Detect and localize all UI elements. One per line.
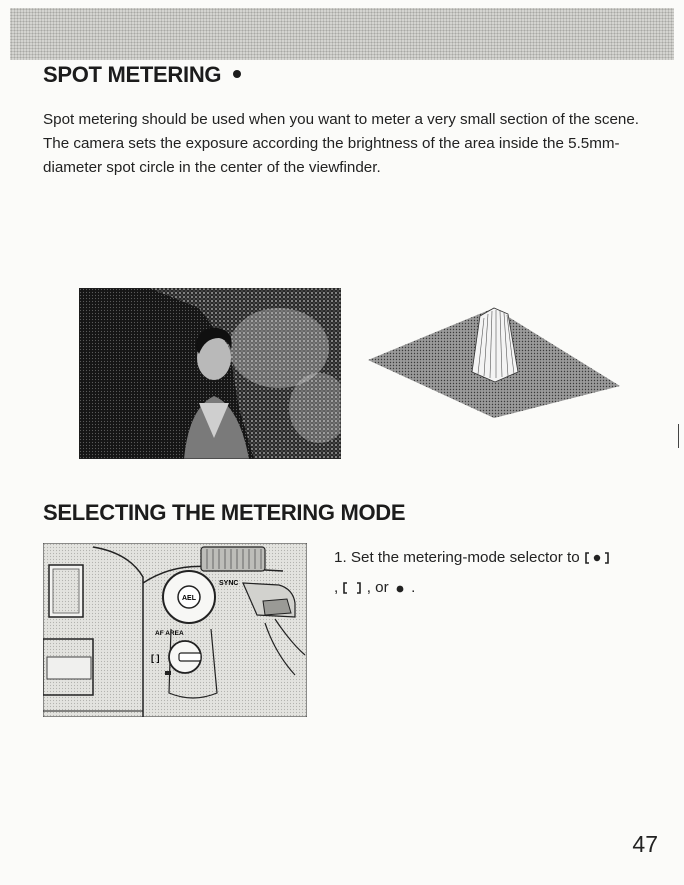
step-1-line-1 <box>334 543 664 573</box>
ael-label: AEL <box>182 595 196 602</box>
step-1-line-2 <box>334 573 664 603</box>
svg-text:[ ]: [ ] <box>151 653 160 663</box>
page-number: 47 <box>632 831 658 857</box>
step-1-text: 1. Set the metering-mode selector to <box>334 549 580 566</box>
sync-label: SYNC <box>219 580 239 587</box>
bracket-icon <box>342 580 362 596</box>
metering-distribution-diagram <box>368 298 620 418</box>
camera-top-illustration <box>43 543 307 717</box>
header-band <box>10 8 674 60</box>
intro-paragraph: Spot metering should be used when you want to meter a very small section of the scene. The camera sets the exposure according the brightness of the area inside the 5.5mm-diameter spot circle in the center of the viewfinder. <box>43 111 640 176</box>
section-title-spot-metering <box>43 62 241 88</box>
spot-dot-icon <box>393 581 407 595</box>
step-1 <box>334 543 664 603</box>
section-title-selecting-metering-mode: SELECTING THE METERING MODE <box>43 500 406 525</box>
section-title-text: SPOT METERING <box>43 62 222 87</box>
spot-dot-icon <box>233 70 241 78</box>
portrait-photo <box>79 288 341 459</box>
margin-mark <box>678 424 679 448</box>
step-end-period: . <box>411 579 416 596</box>
separator-1: , <box>334 579 339 596</box>
af-area-label: AF AREA <box>155 630 184 637</box>
center-spot-bracket-icon <box>584 550 610 566</box>
separator-2: , or <box>366 579 389 596</box>
